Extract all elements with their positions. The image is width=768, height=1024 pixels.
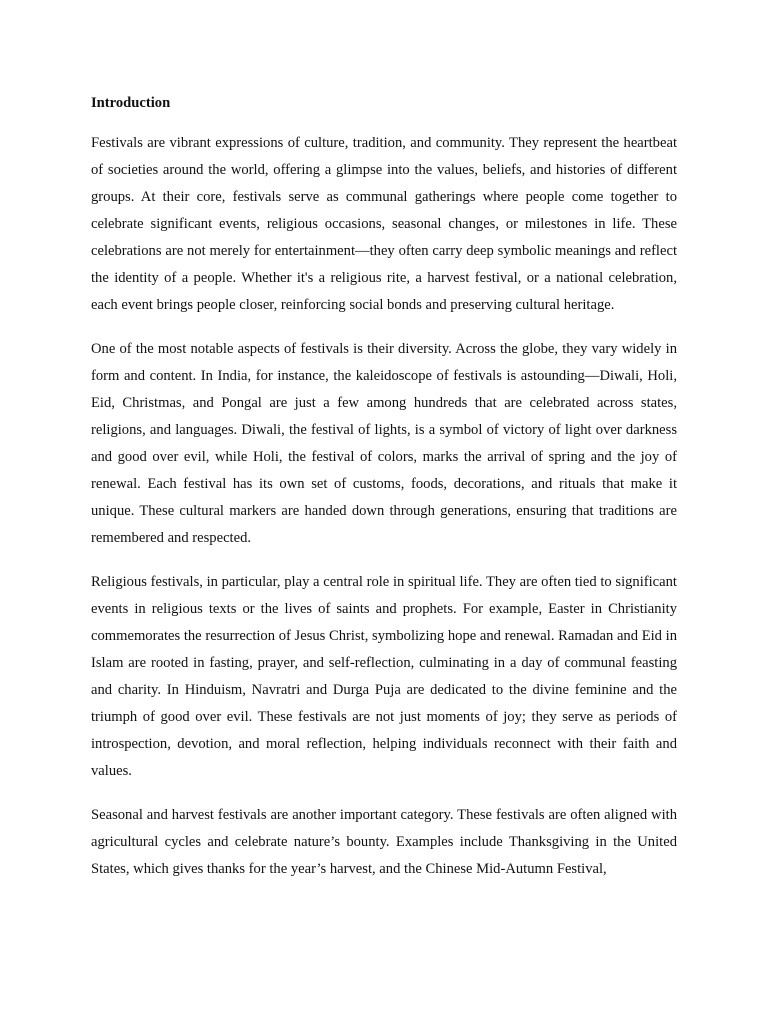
paragraph-3: Religious festivals, in particular, play a central role in spiritual life. They are often tied to significant events in religious texts or the lives of saints and prophets. For example, Easter in Christianity commemorates the resurrection of Jesus Christ, symbolizing hope and renewal. Ramadan and Eid in Islam are rooted in fasting, prayer, and self-reflection, culminating in a day of communal feasting and charity. In Hinduism, Navratri and Durga Puja are dedicated to the divine feminine and the triumph of good over evil. These festivals are not just moments of joy; they serve as periods of introspection, devotion, and moral reflection, helping individuals reconnect with their faith and values. [91,574,677,779]
paragraph-1: Festivals are vibrant expressions of culture, tradition, and community. They represent the heartbeat of societies around the world, offering a glimpse into the values, beliefs, and histories of different groups. At their core, festivals serve as communal gatherings where people come together to celebrate significant events, religious occasions, seasonal changes, or milestones in life. These celebrations are not merely for entertainment—they often carry deep symbolic meanings and reflect the identity of a people. Whether it's a religious rite, a harvest festival, or a national celebration, each event brings people closer, reinforcing social bonds and preserving cultural heritage. [91,135,677,313]
paragraph-2: One of the most notable aspects of festivals is their diversity. Across the globe, they vary widely in form and content. In India, for instance, the kaleidoscope of festivals is astounding—Diwali, Holi, Eid, Christmas, and Pongal are just a few among hundreds that are celebrated across states, religions, and languages. Diwali, the festival of lights, is a symbol of victory of light over darkness and good over evil, while Holi, the festival of colors, marks the arrival of spring and the joy of renewal. Each festival has its own set of customs, foods, decorations, and rituals that make it unique. These cultural markers are handed down through generations, ensuring that traditions are remembered and respected. [91,341,677,546]
paragraph-4: Seasonal and harvest festivals are another important category. These festivals are often aligned with agricultural cycles and celebrate nature’s bounty. Examples include Thanksgiving in the United States, which gives thanks for the year’s harvest, and the Chinese Mid-Autumn Festival, [91,807,677,877]
section-heading: Introduction [91,95,171,111]
document-body [91,92,677,900]
